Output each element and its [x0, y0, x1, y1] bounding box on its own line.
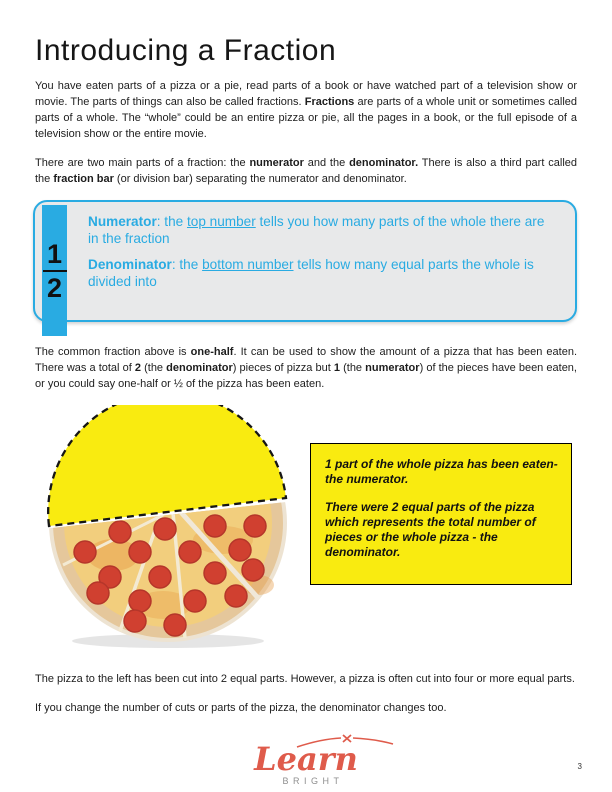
numerator-term: Numerator: [88, 214, 157, 229]
fraction-numerator: 1: [46, 238, 63, 269]
numerator-rest: tells you how many parts of the whole there are in the fraction: [88, 214, 545, 246]
denominator-underlined: bottom number: [202, 257, 294, 272]
pizza-callout-box: [310, 443, 572, 585]
half-bold-1: 1: [333, 362, 340, 374]
denominator-definition: [88, 256, 553, 290]
half-text: ) pieces of pizza but: [232, 362, 334, 374]
numerator-definition: [88, 213, 553, 247]
parts-bold-numerator: numerator: [249, 157, 304, 169]
half-bold-numerator: numerator: [365, 362, 420, 374]
half-text: (the: [340, 362, 366, 374]
page-number: 3: [577, 762, 582, 771]
learn-bright-logo: [35, 734, 577, 786]
denominator-mid: : the: [171, 257, 203, 272]
parts-bold-denominator: denominator.: [349, 157, 419, 169]
pizza-illustration: [43, 405, 303, 655]
half-bold-denominator: denominator: [166, 362, 233, 374]
half-text: The common fraction above is: [35, 346, 191, 358]
parts-text: (or division bar) separating the numerator and denominator.: [113, 173, 407, 185]
half-text: (the: [141, 362, 167, 374]
pizza-figure-row: [35, 405, 577, 655]
intro-text-pre: You have eaten parts of a pizza or a pie, read parts of a book or have watched part of a television show or movie. The parts of things can also be called fractions.: [35, 80, 577, 108]
half-text: ) of the pieces have been eaten, or you could say one-half or ½ of the pizza has been eaten.: [35, 362, 577, 390]
intro-paragraph: [35, 78, 577, 142]
numerator-mid: : the: [156, 214, 187, 229]
half-paragraph: [35, 344, 577, 392]
parts-paragraph: [35, 155, 577, 187]
definition-entries: [35, 202, 575, 309]
half-text: . It can be used to show the amount of a pizza that has been eaten. There was a total of: [35, 346, 578, 374]
parts-bold-fraction-bar: fraction bar: [53, 173, 114, 185]
denominator-term: Denominator: [88, 257, 172, 272]
fraction-column: [42, 205, 67, 336]
definition-box: [33, 200, 577, 322]
logo-wordmark: Learn: [254, 740, 358, 778]
callout-paragraph-numerator: 1 part of the whole pizza has been eaten- the numerator.: [325, 457, 558, 486]
denominator-rest: tells how many equal parts the whole is divided into: [88, 257, 534, 289]
parts-text: There is also a third part called the: [35, 157, 577, 185]
change-paragraph: If you change the number of cuts or parts of the pizza, the denominator changes too.: [35, 702, 447, 714]
callout-paragraph-denominator: There were 2 equal parts of the pizza which represents the total number of pieces or the whole pizza - the denominator.: [325, 500, 536, 559]
page-title: Introducing a Fraction: [35, 34, 337, 67]
intro-text-post: are parts of a whole unit or sometimes called parts of a whole. The “whole” could be an entire pizza or pie, all the pages in a book, or the full episode of a television show or the entire movie.: [35, 96, 577, 140]
fraction-bar: [43, 270, 67, 272]
fraction-denominator: 2: [46, 272, 63, 303]
intro-bold-fractions: Fractions: [304, 96, 355, 108]
parts-text: There are two main parts of a fraction: the: [35, 157, 250, 169]
cut-paragraph: The pizza to the left has been cut into 2 equal parts. However, a pizza is often cut into four or more equal parts.: [35, 673, 575, 685]
parts-text: and the: [303, 157, 350, 169]
logo-subtitle: BRIGHT: [282, 776, 344, 786]
half-bold-2: 2: [134, 362, 141, 374]
half-bold-one-half: one-half: [190, 346, 234, 358]
numerator-underlined: top number: [186, 214, 256, 229]
